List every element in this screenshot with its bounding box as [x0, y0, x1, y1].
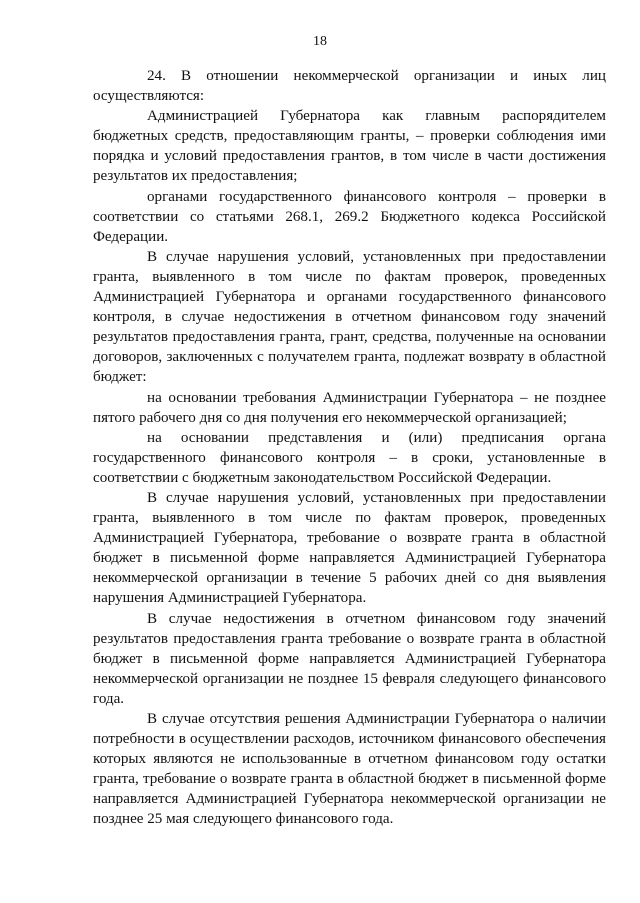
paragraph-violation-demand: В случае нарушения условий, установленных при предоставлении гранта, выявленного в том числе по фактам проверок, проведенных Администрацией Губернатора, требование о возврате гранта в областной бюджет в письменной форме направляется Администрацией Губернатора некоммерческой организации в течение 5 рабочих дней со дня выявления нарушения Администрацией Губернатора.: [93, 489, 606, 607]
paragraph-control-order: на основании представления и (или) предписания органа государственного финансового контроля – в сроки, установленные в соответствии с бюджетным законодательством Российской Федерации.: [93, 429, 606, 486]
paragraph-administration-checks: Администрацией Губернатора как главным распорядителем бюджетных средств, предоставляющим гранты, – проверки соблюдения ими порядка и условий предоставления грантов, в том числе в части достижения результатов их предоставления;: [93, 108, 606, 185]
paragraph-24-intro: 24. В отношении некоммерческой организации и иных лиц осуществляются:: [93, 68, 606, 105]
paragraph-nonachievement-demand: В случае недостижения в отчетном финансовом году значений результатов предоставления гранта требование о возврате гранта в областной бюджет в письменной форме направляется Администрацией Губернатора некоммерческой организации не позднее 15 февраля следующего финансового года.: [93, 610, 606, 707]
document-body: [93, 66, 606, 830]
paragraph-unused-balance-demand: В случае отсутствия решения Администрации Губернатора о наличии потребности в осуществлении расходов, источником финансового обеспечения которых являются не использованные в отчетном финансовом году остатки гранта, требование о возврате гранта в областной бюджет в письменной форме направляется Администрацией Губернатора некоммерческой организации не позднее 25 мая следующего финансового года.: [93, 711, 606, 828]
paragraph-administration-requirement: на основании требования Администрации Губернатора – не позднее пятого рабочего дня со дня получения его некоммерческой организацией;: [93, 389, 606, 426]
paragraph-violation-return: В случае нарушения условий, установленных при предоставлении гранта, выявленного в том числе по фактам проверок, проведенных Администрацией Губернатора и органами государственного финансового контроля, в случае недостижения в отчетном финансовом году значений результатов предоставления гранта, грант, средства, полученные на основании договоров, заключенных с получателем гранта, подлежат возврату в областной бюджет:: [93, 248, 606, 386]
page-number: 18: [313, 34, 327, 49]
paragraph-state-control-checks: органами государственного финансового контроля – проверки в соответствии со статьями 268.1, 269.2 Бюджетного кодекса Российской Федерации.: [93, 188, 606, 245]
